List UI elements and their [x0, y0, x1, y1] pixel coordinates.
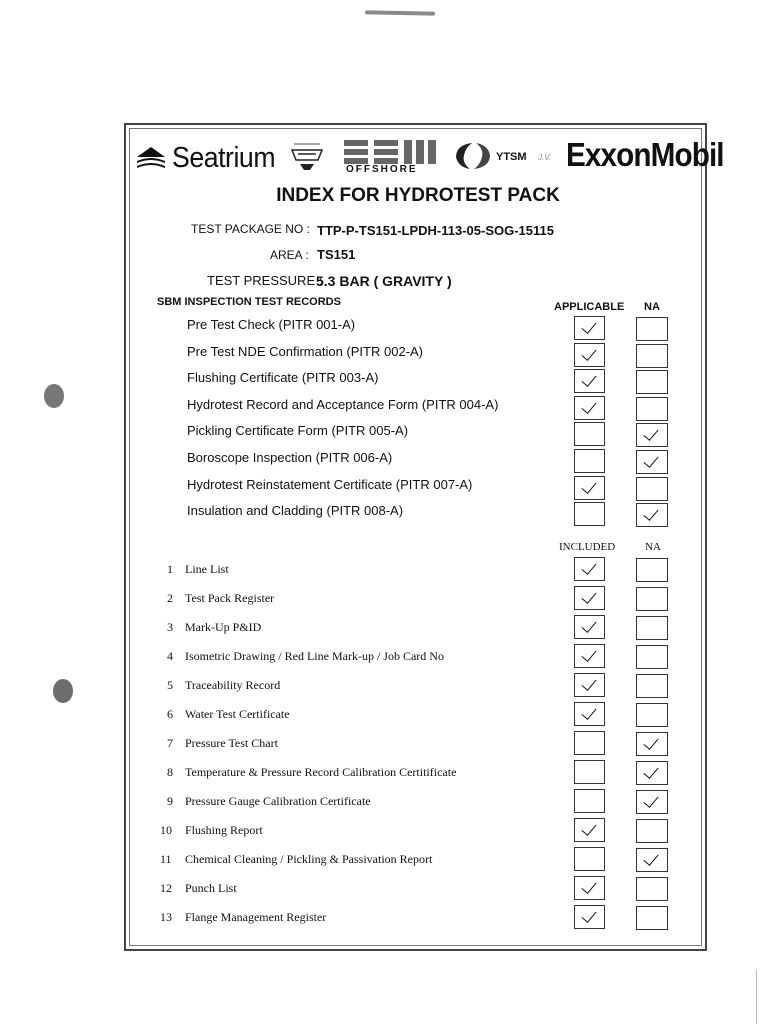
na-column-header: NA	[644, 301, 660, 313]
included-checkbox[interactable]	[574, 789, 605, 813]
applicable-checkbox[interactable]	[574, 476, 605, 500]
item-label: Pickling Certificate Form (PITR 005-A)	[187, 423, 409, 439]
na-column-header-2: NA	[645, 541, 661, 553]
sbm-logo-icon	[344, 140, 439, 164]
seatrium-wave-icon	[134, 145, 168, 171]
na-checkbox[interactable]	[636, 397, 668, 421]
item-number: 2	[167, 591, 173, 605]
included-checkbox[interactable]	[574, 760, 605, 784]
item-number: 13	[160, 910, 172, 924]
checkmark-icon	[581, 675, 596, 691]
checkmark-icon	[643, 850, 658, 866]
section1-heading: SBM INSPECTION TEST RECORDS	[157, 296, 341, 308]
na-checkbox[interactable]	[636, 587, 668, 611]
checkmark-icon	[581, 820, 596, 836]
na-checkbox[interactable]	[636, 819, 668, 843]
na-checkbox[interactable]	[636, 344, 668, 368]
checkmark-icon	[581, 559, 596, 575]
test-package-value: TTP-P-TS151-LPDH-113-05-SOG-15115	[317, 223, 554, 238]
item-number: 10	[160, 823, 172, 837]
included-checkbox[interactable]	[574, 876, 605, 900]
area-label: AREA :	[270, 248, 309, 262]
ytsm-jv-text: J.V.	[538, 153, 552, 162]
na-checkbox[interactable]	[636, 450, 668, 474]
applicable-checkbox[interactable]	[574, 316, 605, 340]
included-column-header: INCLUDED	[559, 541, 616, 553]
item-label: Test Pack Register	[185, 591, 275, 605]
na-checkbox[interactable]	[636, 477, 668, 501]
item-number: 6	[167, 707, 173, 721]
item-number: 7	[167, 736, 173, 750]
checkmark-icon	[643, 763, 658, 779]
item-number: 11	[160, 852, 172, 866]
checkmark-icon	[643, 505, 658, 521]
included-checkbox[interactable]	[574, 847, 605, 871]
item-number: 9	[167, 794, 173, 808]
item-label: Flushing Report	[185, 823, 263, 837]
included-checkbox[interactable]	[574, 586, 605, 610]
item-label: Pre Test NDE Confirmation (PITR 002-A)	[187, 343, 423, 359]
item-label: Pressure Gauge Calibration Certificate	[185, 794, 371, 808]
included-checkbox[interactable]	[574, 905, 605, 929]
page-title: INDEX FOR HYDROTEST PACK	[276, 185, 560, 206]
punch-hole	[53, 679, 73, 703]
na-checkbox[interactable]	[636, 703, 668, 727]
checkmark-icon	[643, 734, 658, 750]
na-checkbox[interactable]	[636, 317, 668, 341]
scan-edge	[756, 970, 757, 1024]
na-checkbox[interactable]	[636, 906, 668, 930]
na-checkbox[interactable]	[636, 645, 668, 669]
item-label: Hydrotest Reinstatement Certificate (PITR 007-A)	[187, 476, 473, 492]
item-label: Insulation and Cladding (PITR 008-A)	[187, 503, 404, 519]
included-checkbox[interactable]	[574, 673, 605, 697]
na-checkbox[interactable]	[636, 616, 668, 640]
crest-icon	[284, 136, 330, 176]
na-checkbox[interactable]	[636, 370, 668, 394]
checkmark-icon	[581, 318, 596, 334]
item-label: Isometric Drawing / Red Line Mark-up / Job Card No	[185, 649, 444, 663]
item-label: Chemical Cleaning / Pickling & Passivation Report	[185, 852, 433, 866]
item-label: Line List	[185, 562, 229, 576]
item-label: Flange Management Register	[185, 910, 327, 924]
sbm-offshore-text: OFFSHORE	[346, 164, 418, 175]
item-label: Mark-Up P&ID	[185, 620, 262, 634]
item-label: Traceability Record	[185, 678, 281, 692]
item-number: 12	[160, 881, 172, 895]
included-checkbox[interactable]	[574, 731, 605, 755]
ytsm-logo-text: YTSM	[496, 151, 527, 163]
included-checkbox[interactable]	[574, 644, 605, 668]
area-value: TS151	[317, 247, 356, 262]
applicable-checkbox[interactable]	[574, 502, 605, 526]
included-checkbox[interactable]	[574, 702, 605, 726]
test-pressure-label: TEST PRESSURE :	[207, 273, 323, 288]
item-label: Boroscope Inspection (PITR 006-A)	[187, 450, 393, 465]
applicable-checkbox[interactable]	[574, 449, 605, 473]
na-checkbox[interactable]	[636, 848, 668, 872]
included-checkbox[interactable]	[574, 557, 605, 581]
scan-mark	[365, 10, 435, 15]
applicable-checkbox[interactable]	[574, 369, 605, 393]
checkmark-icon	[581, 478, 596, 494]
included-checkbox[interactable]	[574, 818, 605, 842]
checkmark-icon	[643, 792, 658, 808]
item-label: Water Test Certificate	[185, 707, 290, 721]
ytsm-logo-icon	[452, 141, 494, 171]
checkmark-icon	[581, 371, 596, 387]
na-checkbox[interactable]	[636, 503, 668, 527]
item-label: Pre Test Check (PITR 001-A)	[187, 317, 356, 332]
applicable-checkbox[interactable]	[574, 422, 605, 446]
checkmark-icon	[581, 878, 596, 894]
checkmark-icon	[581, 704, 596, 720]
na-checkbox[interactable]	[636, 732, 668, 756]
applicable-checkbox[interactable]	[574, 396, 605, 420]
included-checkbox[interactable]	[574, 615, 605, 639]
item-number: 1	[167, 562, 173, 576]
checkmark-icon	[581, 398, 596, 414]
na-checkbox[interactable]	[636, 558, 668, 582]
item-label: Flushing Certificate (PITR 003-A)	[187, 370, 379, 386]
checkmark-icon	[643, 452, 658, 468]
seatrium-logo-text: Seatrium	[172, 141, 276, 174]
test-pressure-value: 5.3 BAR ( GRAVITY )	[316, 273, 452, 289]
na-checkbox[interactable]	[636, 761, 668, 785]
na-checkbox[interactable]	[636, 877, 668, 901]
item-label: Temperature & Pressure Record Calibration Certitificate	[185, 765, 457, 779]
na-checkbox[interactable]	[636, 790, 668, 814]
checkmark-icon	[581, 907, 596, 923]
checkmark-icon	[581, 588, 596, 604]
applicable-checkbox[interactable]	[574, 343, 605, 367]
item-number: 3	[167, 620, 173, 634]
na-checkbox[interactable]	[636, 674, 668, 698]
exxonmobil-logo: ExxonMobil	[566, 136, 724, 173]
checkmark-icon	[581, 345, 596, 361]
checkmark-icon	[643, 425, 658, 441]
checkmark-icon	[581, 646, 596, 662]
item-label: Punch List	[185, 881, 237, 895]
seatrium-logo	[134, 138, 284, 178]
checkmark-icon	[581, 617, 596, 633]
item-number: 4	[167, 649, 173, 663]
item-number: 5	[167, 678, 173, 692]
na-checkbox[interactable]	[636, 423, 668, 447]
punch-hole	[44, 384, 64, 408]
item-number: 8	[167, 765, 173, 779]
test-package-label: TEST PACKAGE NO :	[191, 222, 310, 236]
applicable-column-header: APPLICABLE	[554, 301, 625, 313]
item-label: Pressure Test Chart	[185, 736, 278, 750]
item-label: Hydrotest Record and Acceptance Form (PITR 004-A)	[187, 396, 499, 412]
